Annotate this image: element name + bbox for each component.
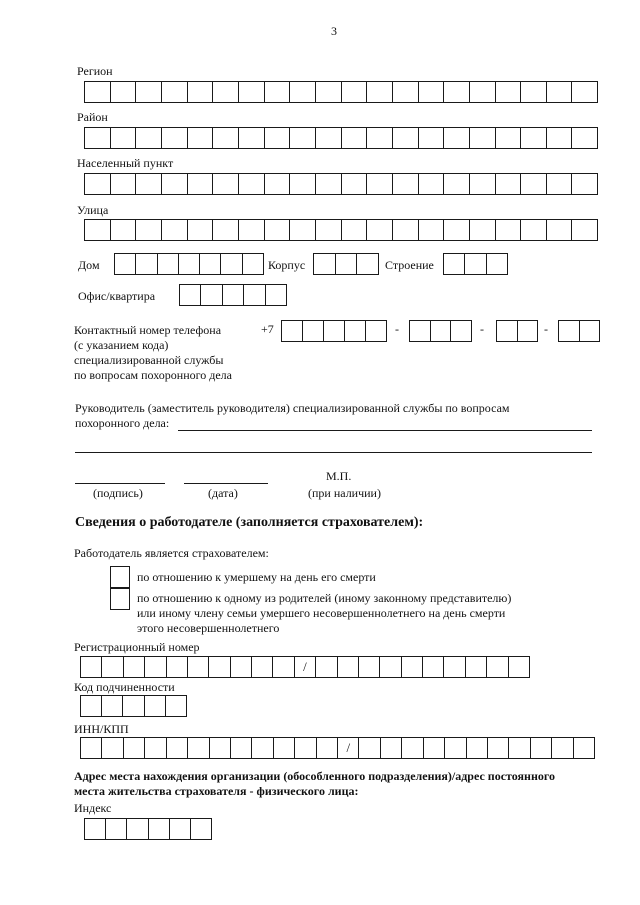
char-cell[interactable] [402,738,423,758]
char-cell[interactable] [419,128,445,148]
char-cell[interactable] [496,174,522,194]
stamp-label: М.П. [326,469,352,483]
char-cell[interactable] [180,285,201,305]
char-cell[interactable] [239,128,265,148]
char-cell[interactable] [145,657,166,677]
char-cell[interactable] [290,128,316,148]
char-cell[interactable] [136,128,162,148]
char-cell[interactable] [367,128,393,148]
reg-number-input[interactable] [80,656,530,678]
phone-part3-input[interactable] [558,320,600,342]
char-cell[interactable] [496,220,522,240]
char-cell[interactable] [393,82,419,102]
char-cell[interactable] [509,738,530,758]
char-cell[interactable] [188,220,214,240]
char-cell[interactable] [521,82,547,102]
char-cell[interactable] [496,128,522,148]
address-title-2: места жительства страхователя - физического лица: [74,784,359,798]
char-cell[interactable] [179,254,200,274]
char-cell[interactable] [124,657,145,677]
char-cell[interactable] [316,174,342,194]
char-cell[interactable] [265,174,291,194]
char-cell[interactable] [314,254,336,274]
char-cell[interactable] [470,220,496,240]
house-label: Дом [78,258,100,272]
char-cell[interactable] [252,738,273,758]
signature-caption: (подпись) [93,486,143,500]
option1-checkbox[interactable] [110,566,130,588]
char-cell[interactable] [273,657,294,677]
char-cell[interactable] [167,738,188,758]
char-cell[interactable] [85,82,111,102]
char-cell[interactable] [162,220,188,240]
char-cell[interactable] [188,174,214,194]
char-cell[interactable] [239,220,265,240]
stamp-caption: (при наличии) [308,486,381,500]
char-cell[interactable] [559,321,580,341]
char-cell[interactable] [487,657,508,677]
char-cell[interactable] [209,657,230,677]
char-cell[interactable] [317,738,338,758]
char-cell[interactable] [487,254,507,274]
char-cell[interactable] [191,819,211,839]
char-cell[interactable] [497,321,518,341]
char-cell[interactable] [445,738,466,758]
employer-intro: Работодатель является страхователем: [74,546,269,560]
char-cell[interactable] [336,254,358,274]
char-cell[interactable] [547,220,573,240]
phone-separator: - [395,322,399,336]
char-cell[interactable] [419,174,445,194]
char-cell[interactable] [316,82,342,102]
char-cell[interactable] [158,254,179,274]
page-number: 3 [331,24,337,38]
char-cell[interactable] [393,128,419,148]
char-cell[interactable] [136,82,162,102]
building-label: Корпус [268,258,306,272]
char-cell[interactable] [324,321,345,341]
phone-code-input[interactable] [281,320,387,342]
house-input[interactable] [114,253,264,275]
head-line-1: Руководитель (заместитель руководителя) специализированной службы по вопросам [75,401,510,415]
char-cell[interactable] [188,128,214,148]
char-cell[interactable] [136,254,157,274]
char-cell[interactable] [102,696,123,716]
char-cell[interactable] [295,738,316,758]
phone-label-1: Контактный номер телефона [74,323,222,337]
char-cell[interactable] [342,220,368,240]
char-cell[interactable] [210,738,231,758]
char-cell[interactable] [444,254,465,274]
char-cell[interactable] [81,657,102,677]
char-cell[interactable] [265,82,291,102]
char-cell[interactable] [431,321,452,341]
char-cell[interactable] [274,738,295,758]
char-cell[interactable] [145,738,166,758]
address-title-1: Адрес места нахождения организации (обособленного подразделения)/адрес постоянного [74,769,556,783]
char-cell[interactable] [145,696,166,716]
char-cell[interactable] [402,657,423,677]
char-cell[interactable] [572,128,597,148]
char-cell[interactable] [444,174,470,194]
char-cell[interactable] [81,696,102,716]
char-cell[interactable] [444,82,470,102]
char-cell[interactable] [424,738,445,758]
inn-kpp-input[interactable] [80,737,595,759]
char-cell[interactable] [552,738,573,758]
char-cell[interactable] [466,657,487,677]
office-input[interactable] [179,284,287,306]
char-cell[interactable] [419,82,445,102]
char-cell[interactable] [367,174,393,194]
char-cell[interactable] [444,220,470,240]
char-cell[interactable] [290,82,316,102]
char-cell[interactable] [380,657,401,677]
district-input[interactable] [84,127,598,149]
char-cell[interactable] [580,321,600,341]
char-cell[interactable] [444,657,465,677]
char-cell[interactable] [213,128,239,148]
district-label: Район [77,110,108,124]
subordination-input[interactable] [80,695,187,717]
char-cell[interactable] [359,657,380,677]
char-cell[interactable] [338,657,359,677]
char-cell[interactable] [451,321,471,341]
char-cell[interactable] [123,696,144,716]
char-cell[interactable] [85,128,111,148]
char-cell[interactable] [572,174,597,194]
region-label: Регион [77,64,113,78]
phone-separator: - [544,322,548,336]
option2-label-1: по отношению к одному из родителей (иному законному представителю) [137,591,512,605]
char-cell[interactable] [419,220,445,240]
char-cell[interactable] [111,128,137,148]
char-cell[interactable] [221,254,242,274]
char-cell[interactable] [213,174,239,194]
phone-label-2: (с указанием кода) [74,338,169,352]
char-cell[interactable] [167,657,188,677]
char-cell[interactable] [342,128,368,148]
char-cell[interactable] [290,174,316,194]
phone-separator: - [480,322,484,336]
char-cell[interactable] [295,657,316,677]
locality-label: Населенный пункт [77,156,174,170]
char-cell[interactable] [359,738,380,758]
char-cell[interactable] [85,174,111,194]
char-cell[interactable] [239,174,265,194]
structure-input[interactable] [443,253,508,275]
char-cell[interactable] [496,82,522,102]
char-cell[interactable] [265,220,291,240]
char-cell[interactable] [521,128,547,148]
office-label: Офис/квартира [78,289,156,303]
char-cell[interactable] [231,657,252,677]
char-cell[interactable] [115,254,136,274]
char-cell[interactable] [111,82,137,102]
signature-line[interactable] [75,483,165,484]
char-cell[interactable] [367,220,393,240]
index-input[interactable] [84,818,212,840]
char-cell[interactable] [149,819,170,839]
char-cell[interactable] [444,128,470,148]
street-input[interactable] [84,219,598,241]
phone-label-4: по вопросам похоронного дела [74,368,232,382]
char-cell[interactable] [162,82,188,102]
char-cell[interactable] [393,174,419,194]
reg-number-label: Регистрационный номер [74,640,200,654]
subordination-label: Код подчиненности [74,680,175,694]
char-cell[interactable] [188,738,209,758]
char-cell[interactable] [470,174,496,194]
char-cell[interactable] [574,738,594,758]
char-cell[interactable] [213,220,239,240]
char-cell[interactable] [547,82,573,102]
char-cell[interactable] [509,657,529,677]
date-caption: (дата) [208,486,238,500]
street-label: Улица [77,203,109,217]
head-name-line-2[interactable] [75,452,592,453]
char-cell[interactable] [357,254,378,274]
char-cell[interactable] [136,174,162,194]
char-cell[interactable] [81,738,102,758]
char-cell[interactable] [188,657,209,677]
phone-prefix: +7 [261,322,274,336]
date-line[interactable] [184,483,268,484]
region-input[interactable] [84,81,598,103]
char-cell[interactable] [465,254,486,274]
char-cell[interactable] [488,738,509,758]
char-cell[interactable] [231,738,252,758]
char-cell[interactable] [201,285,222,305]
char-cell[interactable] [547,174,573,194]
char-cell[interactable] [518,321,538,341]
option2-label-3: этого несовершеннолетнего [137,621,280,635]
char-cell[interactable] [243,254,263,274]
option2-checkbox[interactable] [110,588,130,610]
char-cell[interactable] [136,220,162,240]
char-cell[interactable] [265,128,291,148]
char-cell[interactable] [393,220,419,240]
char-cell[interactable] [213,82,239,102]
phone-part1-input[interactable] [409,320,472,342]
char-cell[interactable] [244,285,265,305]
char-cell[interactable] [162,128,188,148]
char-cell[interactable] [531,738,552,758]
inn-kpp-label: ИНН/КПП [74,722,129,736]
char-cell[interactable] [342,82,368,102]
char-cell[interactable] [170,819,191,839]
char-cell[interactable] [223,285,244,305]
char-cell[interactable] [102,738,123,758]
structure-label: Строение [385,258,434,272]
char-cell[interactable] [467,738,488,758]
char-cell[interactable] [290,220,316,240]
char-cell[interactable] [127,819,148,839]
option1-label: по отношению к умершему на день его смерти [137,570,376,584]
char-cell[interactable] [367,82,393,102]
head-line-2: похоронного дела: [75,416,170,430]
char-cell[interactable] [572,82,597,102]
head-name-line[interactable] [178,430,592,431]
locality-input[interactable] [84,173,598,195]
char-cell[interactable] [338,738,359,758]
char-cell[interactable] [303,321,324,341]
char-cell[interactable] [470,82,496,102]
char-cell[interactable] [316,220,342,240]
phone-label-3: специализированной службы [74,353,224,367]
char-cell[interactable] [572,220,597,240]
char-cell[interactable] [252,657,273,677]
char-cell[interactable] [106,819,127,839]
char-cell[interactable] [521,174,547,194]
char-cell[interactable] [124,738,145,758]
char-cell[interactable] [266,285,286,305]
char-cell[interactable] [162,174,188,194]
char-cell[interactable] [381,738,402,758]
char-cell[interactable] [85,220,111,240]
char-cell[interactable] [470,128,496,148]
char-cell[interactable] [345,321,366,341]
char-cell[interactable] [282,321,303,341]
char-cell[interactable] [547,128,573,148]
char-cell[interactable] [111,220,137,240]
char-cell[interactable] [366,321,386,341]
char-cell[interactable] [102,657,123,677]
building-input[interactable] [313,253,379,275]
char-cell[interactable] [316,657,337,677]
char-cell[interactable] [423,657,444,677]
index-label: Индекс [74,801,112,815]
char-cell[interactable] [410,321,431,341]
char-cell[interactable] [342,174,368,194]
option2-label-2: или иному члену семьи умершего несовершеннолетнего на день смерти [137,606,506,620]
char-cell[interactable] [200,254,221,274]
char-cell[interactable] [316,128,342,148]
phone-part2-input[interactable] [496,320,538,342]
char-cell[interactable] [239,82,265,102]
char-cell[interactable] [521,220,547,240]
char-cell[interactable] [85,819,106,839]
employer-section-title: Сведения о работодателе (заполняется страхователем): [75,515,424,530]
char-cell[interactable] [188,82,214,102]
char-cell[interactable] [166,696,186,716]
char-cell[interactable] [111,174,137,194]
